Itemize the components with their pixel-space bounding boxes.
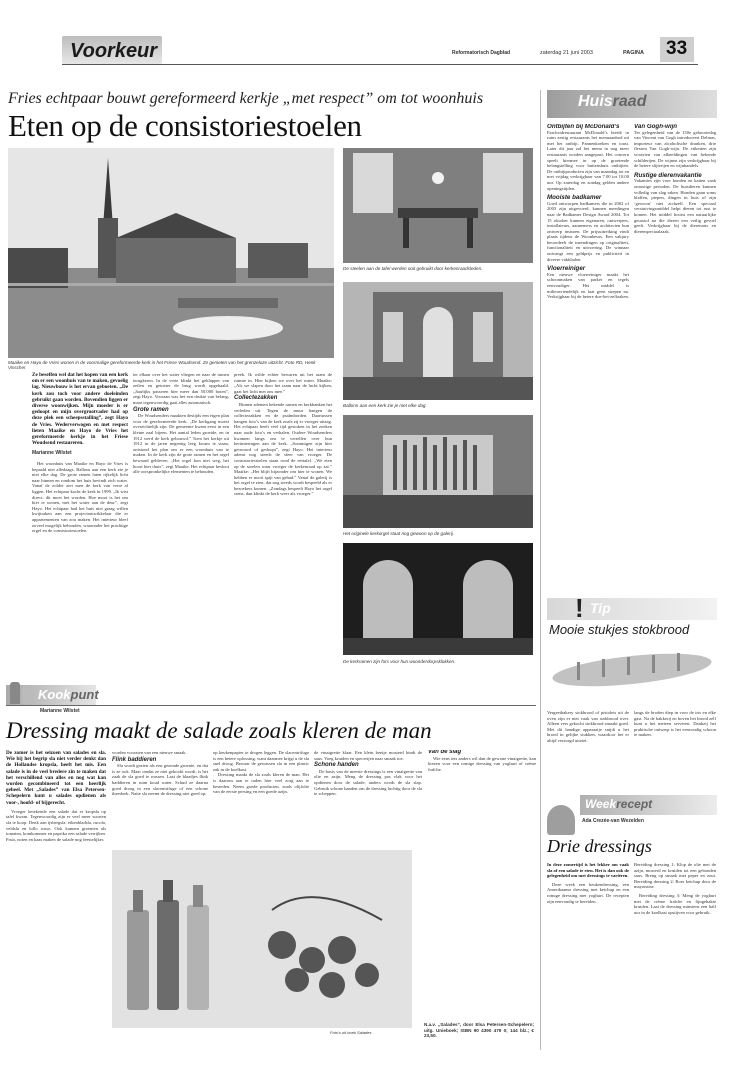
organ-graphic — [343, 415, 533, 528]
tip-exclaim-icon: ! — [575, 593, 584, 623]
article-lead: Ze beseffen wel dat het kopen van een kerk om er een woonhuis van te maken, gevoelig lag. Nieuwbouw is het ervan geboeten. „De kerk zou toch voor andere doeleinden gebruikt gaan worden. Bovendien liggen er diverse woonwijken. Mijn moeder is er gedoopt en mijn overgrootvader had op deze plek een scheepsstalling”, zegt Hayo de Vries. Wederverwogen en met respect lieten Maaike en Hayo de Vries het gereformeerde kerkje in het Friese Woudsend restaureren. — [32, 372, 128, 447]
tip-col-2 — [634, 710, 716, 780]
kook-col1-body: Vroeger betekende een salade dat er kropsla op tafel kwam. Tegenwoordig zijn er veel meer soorten sla te koop. Denk aan ijsbergsla, eikenbladsla, rucola, veldsla en lollo rosso. Ook kunnen groenten als tomaten, komkommer en paprika een salade verrijken. Fruit, noten en kaas maken de salade nog feestelijker. — [6, 808, 106, 842]
paper-name: Reformatorisch Dagblad — [452, 50, 511, 56]
column-divider — [540, 90, 541, 1050]
kookpunt-label — [38, 687, 99, 702]
photo-caption-5: De kerkramen zijn fors voor hun woonderdorpsklokken. — [343, 659, 456, 664]
photo-caption-3: Ballonn aan een kerk zie je niet elke dag. — [343, 403, 427, 408]
article-kicker: Fries echtpaar bouwt gereformeerd kerkje „met respect” om tot woonhuis — [8, 90, 484, 107]
window-photo — [343, 543, 533, 655]
photo-caption-2: De steelen aan de tafel werden ooit gebruikt door kerkenraadsleden. — [343, 266, 483, 271]
weekrecept-label-a: Week — [585, 797, 617, 811]
article-col3-body: preek. Ik wilde echter bewaren uit het raam de ruimte in. Hier kijken we over het water. Maaike: „Als we slapen door het raam naar de lucht kijken, gaat het licht met ons mee.” — [234, 372, 332, 394]
article-col2-body: ter elkaar over het water vliegen en naar de tuinen terugkeren. In de verte klinkt het geklapper van zeilen en getoeter de brug wordt opgehaald. „Jaarlijks passeren hier meer dan 50.000 boten”, zegt Hayo. Vooraan was het een drukte van belang, maar tegenwoordig gaat alles automatisch. — [133, 372, 229, 405]
kookpunt-rule — [6, 705, 536, 706]
kook-col-1 — [6, 750, 106, 1060]
subhead-flink-baddieren: Flink baddieren — [112, 756, 157, 763]
header-rule — [62, 64, 698, 65]
salad-graphic — [112, 850, 412, 1028]
article-col3-body2: Binnen ademen bekende ramen en kerkbanken het verleden uit. Tegen de muur hangen de collectezakken en de psalmborden. Daartussen hangen foto’s van de kerk zoals zij er vroeger uitzag. Het echtpaar heeft veel tijd gestoken in het zoeken naar oude foto’s en verhalen. Oudere Woudsenders kwamen langs om te vertellen over hun herinneringen aan de kerk. „Sommigen zijn hier getrouwd of gedoopt”, zegt Hayo. Het interieur ademt nog steeds de sfeer van vroeger. De consistoriestoelen staan rond de eettafel. „We eten op de stoelen waar vroeger de kerkenraad op zat.” Maaike: „Het blijft bijzonder om hier te wonen. We hebben er nooit spijt van gehad.” Vanaf de galerij is het orgel te zien, dat nog steeds wordt bespeeld als er bezoekers komen. „Zondags bespeelt Hayo het orgel soms, dan klinkt de kerk weer als vroeger.” — [234, 401, 332, 497]
weekrecept-label-b: recept — [616, 797, 653, 811]
subhead-schone-handen: Schone handen — [314, 762, 359, 769]
recept-body3: Bereiding dressing 3: Meng de yoghurt met de crème fraîche en fijngehakte kruiden. Laat de dressing minstens een half uur in de koelkast opstijven voor gebruik. — [634, 892, 716, 915]
huisraad-item-body-0: Fastfoodrestaurant McDonald’s breidt in ruim zestig restaurants het menuaanbod uit met het ontbijt. Pannenkoeken en toast. Later dit jaar zal het menu in nog meer restaurants worden aangepast. Het concern speelt hiermee in op de groeiende belangstelling voor buitenshuis ontbijten. De ontbijtproducten zijn van maandag tot en met vrijdag verkrijgbaar van 7.00 tot 10.00 uur. Op zaterdag en zondag gelden andere openingstijden. — [547, 129, 629, 191]
article-byline: Marianne Wilstet — [32, 450, 72, 457]
kookpunt-headline: Dressing maakt de salade zoals kleren de man — [6, 718, 432, 743]
kook-col2-body2: Sla wordt gezien als een gezonde groente, en dat is ze ook. Maar omdat ze niet gekookt wordt, is het zaak de sla goed te wassen. Laat de blaadjes flink baddieren in ruim koud water. Schud ze daarna goed droog in een slacentrifuge of een schone theedoek. Natte sla neemt de dressing niet goed op. — [112, 763, 208, 797]
kookpunt-label-a: Kook — [38, 687, 71, 702]
huisraad-col-1 — [547, 124, 629, 564]
masthead — [0, 0, 738, 78]
pepper-shaker-icon — [22, 686, 31, 704]
author-avatar — [547, 805, 575, 835]
huisraad-item-body-2: Een nieuwe vloerreiniger maakt het schoonmaken van parket en tegels eenvoudiger. Het middel is milieuvriendelijk en laat geen strepen na. Verkrijgbaar bij de betere doe-het-zelfzaken. — [547, 271, 629, 300]
kook-lead: De zomer is het seizoen van salades en sla. Wie bij het begrip sla niet verder denkt dan de Hollandse kropsla, heeft het mis. Een salade is in de veel bredere zin te maken dat het verschillend van alles en nog wat kan worden gecombineerd tot een heerlijk geheel. Met „Salades” van Elsa Petersen-Schepelern kunt u salades opdienen als voor-, hoofd- of bijgerecht. — [6, 750, 106, 806]
tip-body: Vergeetbakery stokbrood of pistolets uit de oven zijn er niet vaak van stokbrood over. Alleen vers gekocht stokbrood smaakt goed. Met dit handige apparaatje snijdt u het brood in gelijke stukken, waardoor het er altijd verzorgd uitziet. — [547, 710, 629, 743]
issue-date: zaterdag 21 juni 2003 — [540, 50, 593, 56]
recept-body2: Bereiding dressing 1: Klop de olie met de azijn, mosterd en kruiden tot een gebonden saus. Breng op smaak met peper en zout. Bereiding dressing 2: Roer ketchup door de mayonaise. — [634, 862, 716, 890]
window-graphic — [343, 543, 533, 655]
article-headline: Eten op de consistoriestoelen — [8, 108, 362, 143]
baguette-photo — [547, 640, 717, 705]
huisraad-item-body-3: Ter gelegenheid van de 150e geboortedag van Vincent van Gogh introduceert Delmas, importeur van alcoholische dranken, drie flessen Van Gogh-wijn. De etiketten zijn voorzien van afbeeldingen van bekende schilderijen. De wijnen zijn verkrijgbaar bij de betere slijterijen en wijnhandels. — [634, 129, 716, 169]
huisraad-col-2 — [634, 124, 716, 564]
weekrecept-title: Drie dressings — [547, 836, 652, 856]
tip-title: Mooie stukjes stokbrood — [549, 622, 690, 637]
kook-col-2 — [112, 750, 208, 846]
kook-col3-body2: Dressing maakt de sla zoals kleren de man. Het is daarom aan te raden hier veel zorg aan te besteden. Neem goede producten, zoals olijfolie van de eerste persing en een goede azijn. — [213, 772, 309, 795]
huisraad-item-title-4: Rustige dierenvakantie — [634, 171, 702, 179]
kook-col3-body: op keukenpapier te drogen leggen. De slacentrifuge is een betere oplossing, want daarmee krijgt u de sla snel droog. Bewaar de gewassen sla in een plastic zak in de koelkast. — [213, 750, 309, 772]
recept-intro: In deze zomertijd is het lekker om vaak sla of een salade te eten. Het is dan ook de gelegenheid om met dressings te variëren. — [547, 862, 629, 879]
recept-col-2 — [634, 862, 716, 1052]
facade-graphic — [343, 282, 533, 400]
salad-photo-caption: Foto’s uit boek Salades — [330, 1030, 372, 1035]
kook-col-3 — [213, 750, 309, 846]
article-col-2 — [133, 372, 229, 662]
subhead-van-de-slag: Van de slag — [428, 750, 462, 755]
recept-body: Deze week een keukendressing, een Amerikaanse dressing met ketchup en een romige dressing met yoghurt. De recepten zijn eenvoudig te bereiden. — [547, 881, 629, 904]
article-col-1 — [32, 372, 128, 662]
kook-col4-body2: De basis van de meeste dressings is een vinaigrette van olie en azijn. Meng de dressing pas vlak voor het opdienen door de salade, anders wordt de sla slap. Gebruik schone handen om de dressing luchtig door de sla te scheppen. — [314, 768, 422, 797]
tip-label: Tip — [590, 600, 611, 616]
huisraad-item-body-1: Goed ontworpen badkamers die in 2002 of 2003 zijn uitgevoerd, kunnen meedingen naar de Badkamer Design Award 2004. Tot 15 oktober kunnen eigenaren, ontwerpers, installateurs, aannemers en architecten hun ontwerp insturen. De prijsuitreiking vindt plaats tijdens de Woonbeurs. Een vakjury beoordeelt de inzendingen op originaliteit, functionaliteit en uitvoering. De winnaar ontvangt een geldprijs en publiciteit in diverse vakbladen. — [547, 200, 629, 262]
interior-table-photo — [343, 148, 533, 263]
page-number: 33 — [666, 38, 688, 59]
organ-photo — [343, 415, 533, 528]
page-label: PAGINA — [623, 50, 644, 56]
kook-col-4a — [314, 750, 422, 797]
photo-caption-1: Maaike en Hayo de Vries wonen in de voormalige gereformeerde kerk in het Friese Woudsend. Ze genieten van het grenzeloze uitzicht. Foto RD, Henk Visscher — [8, 360, 316, 371]
interior-graphic — [343, 148, 533, 263]
subhead-collectezakken: Collectezakken — [234, 395, 278, 402]
weekrecept-author: Ada Crezée-van Wezelden — [582, 818, 644, 824]
kook-col2-body: worden voorzien van een nieuwe smaak. — [112, 750, 187, 755]
huisraad-item-title-0: Ontbijten bij McDonald’s — [547, 124, 620, 130]
huisraad-label-b: raad — [612, 93, 647, 110]
huisraad-item-title-3: Van Gogh-wijn — [634, 124, 678, 130]
kookpunt-label-b: punt — [70, 687, 99, 702]
article-col1-body: Het woonhuis van Maaike en Hayo de Vries is bepaald niet alledaags. Ballons aan een kerk zie je niet elke dag. De grote ramen laten rijkelijk licht naar binnen en rondom het huis bevindt zich water. Vanaf de zolder ziet men de kerk van verre al liggen. Het echtpaar kocht de kerk in 1999. „Ik wist direct: dit moet het worden. Hoe mooi is het om hier te wonen, met het water aan de deur”, zegt Hayo. Het echtpaar had het huis niet graag willen kwijtraken aan een projectontwikkelaar die er appartementen van zou maken. Het interieur bleef zoveel mogelijk behouden, waaronder het prachtige orgel en de consistoriestoelen. — [32, 461, 128, 534]
kook-book-info: N.a.v. „Salades”, door Elsa Petersen-Schepelern; uitg. Unieboek; ISBN 90 4390 479 0; 144 blz.; € 23,50. — [424, 1022, 534, 1039]
tip-banner — [547, 598, 717, 620]
kookpunt-byline: Marianne Wilstet — [40, 708, 80, 714]
weekrecept-label — [585, 797, 652, 811]
huisraad-item-title-1: Mooiste badkamer — [547, 194, 602, 202]
huisraad-label-a: Huis — [578, 93, 613, 110]
tip-body-2: langs de broden diep in voor de iris en elke gast. Na de bakkerij en boven het brood zelf kunt u het meteen serveren. Dankzij het praktische ontwerp is het eenvoudig schoon te maken. — [634, 710, 716, 738]
kook-col4-body3: Wie eens iets anders wil dan de gewone vinaigrette, kan kiezen voor een romige dressing van yoghurt of crème fraîche. — [428, 755, 536, 772]
section-title: Voorkeur — [70, 40, 158, 62]
kook-col4-body: de vinaigrette klaar. Een klein beetje mosterd bindt de saus. Voeg kruiden en specerijen naar smaak toe. — [314, 750, 422, 761]
kook-col-4b — [428, 750, 536, 772]
article-col-3 — [234, 372, 332, 662]
huisraad-item-body-4: Vakanties zijn voor honden en katten vaak onrustige perioden. De huisdieren kunnen volledig van slag raken. Honden gaan soms blaffen, piepen, dingen in huis of zijn ‘gewoon’ niet zichzelf. Een speciaal verstuivingsmiddel helpt dieren tot rust te komen. Het middel bootst een natuurlijke geurstof na die dieren een veilig gevoel geeft. Verkrijgbaar bij de dierenarts en dierenspeciaalzaak. — [634, 178, 716, 234]
huisraad-item-title-2: Vloerreiniger — [547, 265, 586, 273]
church-facade-photo — [343, 282, 533, 400]
photo-caption-4: Het originele kerkorgel staat nog gewoon op de galerij. — [343, 531, 455, 536]
salt-shaker-icon — [10, 682, 20, 704]
subhead-grote-ramen: Grote ramen — [133, 406, 169, 413]
huisraad-label — [578, 93, 646, 111]
baguette-graphic — [547, 640, 717, 705]
church-scene-graphic — [8, 148, 334, 358]
church-exterior-photo — [8, 148, 334, 358]
article-col2-body2: De Woudsenders maakten destijds een eigen plan voor de gereformeerde kerk. „De kerkgang moest overzichtelijk zijn. De gemeente kwam eerst in een kleine zaal bijeen. Het aantal leden groeide, en in 1912 werd de kerk gebouwd.” Toen het kerkje uit 1912 in de jaren negentig leeg kwam te staan, ontstond het plan om er een woonhuis van te maken. In de kerk zijn de grote ramen en het orgel bewaard gebleven. „Het orgel kon niet weg, het hoort hier thuis”, zegt Maaike. Het echtpaar besloot alle oorspronkelijke elementen te behouden. — [133, 413, 229, 475]
recept-col-1 — [547, 862, 629, 1052]
tip-col-1 — [547, 710, 629, 780]
salad-bottles-photo — [112, 850, 412, 1028]
